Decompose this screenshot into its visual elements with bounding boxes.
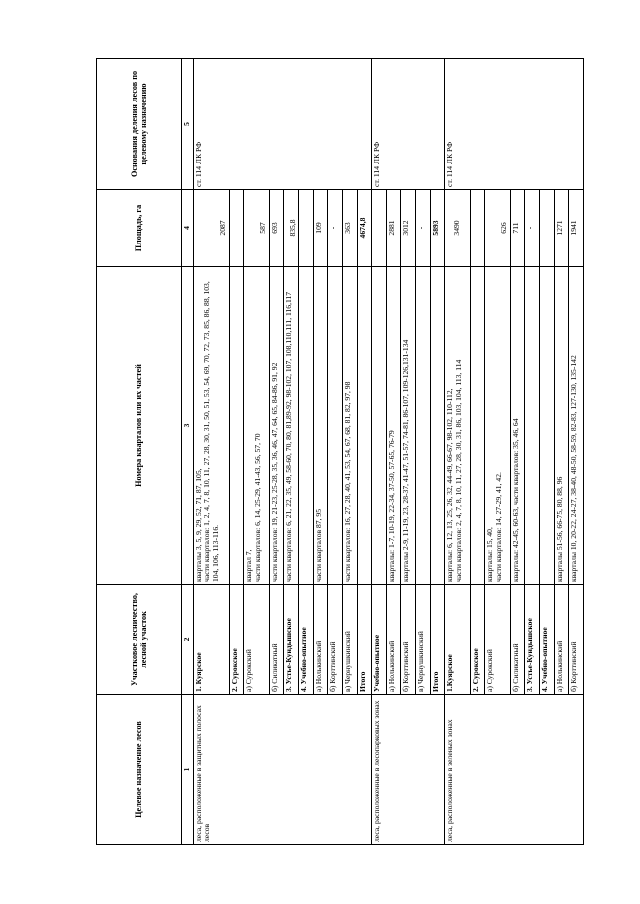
forestry-cell: 3. Устье-Кундышское (284, 585, 299, 695)
area-cell (229, 190, 244, 267)
rotated-table-wrapper (96, 59, 584, 845)
basis-cell: ст. 114 ЛК РФ (372, 59, 445, 190)
forestry-cell: в) Чернушкинский (416, 585, 431, 695)
forestry-cell: б) Силикатный (510, 585, 525, 695)
quarters-cell (229, 267, 244, 585)
area-cell: 109 (313, 190, 328, 267)
quarters-cell (430, 267, 445, 585)
forestry-cell: Итого (357, 585, 372, 695)
quarters-cell: кварталы: 1-7, 10-19, 22-34, 37-50, 57-65, 76-79 (386, 267, 401, 585)
quarters-cell (470, 267, 485, 585)
quarters-cell (416, 267, 431, 585)
basis-cell: ст. 114 ЛК РФ (445, 59, 584, 190)
area-cell: 587 (244, 190, 269, 267)
quarters-cell (328, 267, 343, 585)
table-row (193, 59, 229, 845)
area-cell (299, 190, 314, 267)
table-row (445, 59, 470, 845)
area-cell: - (328, 190, 343, 267)
forestry-cell: 2. Сурокское (229, 585, 244, 695)
forestry-cell: а) Нолькинский (313, 585, 328, 695)
forestry-cell: 2. Сурокское (470, 585, 485, 695)
area-cell: 3490 (445, 190, 470, 267)
area-cell: - (525, 190, 540, 267)
forestry-cell: б) Корттинский (569, 585, 584, 695)
quarters-cell: кварталы: 42-45, 60-63, части кварталов: 35, 46, 64 (510, 267, 525, 585)
area-cell: 835,8 (284, 190, 299, 267)
forestry-cell: б) Корттинский (328, 585, 343, 695)
header-quarters: Номера кварталов или их частей (97, 267, 182, 585)
area-cell: - (416, 190, 431, 267)
forestry-cell: б) Силикатный (269, 585, 284, 695)
forest-purpose-table (96, 58, 584, 845)
area-cell (372, 190, 387, 267)
quarters-cell: части кварталов: 19, 21-23, 25-28, 35, 36, 46, 47, 64, 65, 84-86, 91, 92 (269, 267, 284, 585)
col-number: 5 (182, 59, 194, 190)
quarters-cell: части кварталов: 16, 27, 28, 40, 41, 53, 54, 67, 68, 81, 82, 97, 98 (342, 267, 357, 585)
forestry-cell: в) Чернушкинский (342, 585, 357, 695)
forestry-cell: 3. Устье-Кундышское (525, 585, 540, 695)
quarters-cell: кварталы 2-9, 11-19, 23, 28-37, 41-47, 51-57, 74-81, 86-107, 109-126,131-134 (401, 267, 416, 585)
header-area: Площадь, га (97, 190, 182, 267)
area-total-cell: 5893 (430, 190, 445, 267)
forestry-cell: а) Нолькинский (386, 585, 401, 695)
forestry-cell: 1.Куярское (445, 585, 470, 695)
area-cell: 626 (485, 190, 510, 267)
area-cell: 1941 (569, 190, 584, 267)
area-cell: 2881 (386, 190, 401, 267)
forestry-cell: а) Сурокский (485, 585, 510, 695)
forestry-cell: Итого (430, 585, 445, 695)
quarters-cell: кварталы 3, 5, 9, 29, 52, 71, 87, 105, части кварталов: 1, 2, 4, 7, 8, 10, 11, 27, 28, 30, 31, 50, 51, 53, 54, 69, 70, 72, 73, 85, 86, 88, 103, 104, 106, 113-116. (193, 267, 229, 585)
area-cell: 3012 (401, 190, 416, 267)
basis-cell: ст. 114 ЛК РФ (193, 59, 372, 190)
area-cell: 711 (510, 190, 525, 267)
col-number: 4 (182, 190, 194, 267)
forestry-cell: а) Нолькинский (554, 585, 569, 695)
col-number: 2 (182, 585, 194, 695)
purpose-cell: леса, расположенные в лесопарковых зонах (372, 695, 445, 845)
quarters-cell: кварталы 10, 20-22, 24-27, 38-40, 48-50, 58-59, 82-83, 127-130, 135-142 (569, 267, 584, 585)
purpose-cell: леса, расположенные в защитных полосах лесов (193, 695, 372, 845)
quarters-cell (357, 267, 372, 585)
quarters-cell: части кварталов: 6, 21, 22, 35, 49, 58-60, 70, 80, 81,89-92, 98-102, 107, 108,110,111, 116,117 (284, 267, 299, 585)
area-cell: 2087 (193, 190, 229, 267)
forestry-cell: а) Сурокский (244, 585, 269, 695)
forestry-cell: б) Корттинский (401, 585, 416, 695)
header-forestry: Участковое лесничество, лесной участок (97, 585, 182, 695)
forestry-cell: 1. Куярское (193, 585, 229, 695)
quarters-cell (540, 267, 555, 585)
table-row (372, 59, 387, 845)
forestry-cell: 4. Учебно-опытное (540, 585, 555, 695)
quarters-cell (525, 267, 540, 585)
area-cell: 363 (342, 190, 357, 267)
document-page (96, 59, 584, 845)
area-cell (470, 190, 485, 267)
quarters-cell (372, 267, 387, 585)
area-cell: 693 (269, 190, 284, 267)
column-number-row (182, 59, 194, 845)
quarters-cell: кварталы: 15, 40, части кварталов: 14, 27-29, 41, 42. (485, 267, 510, 585)
purpose-cell: леса, расположенные в зеленых зонах (445, 695, 584, 845)
forestry-cell: Учебно-опытное (372, 585, 387, 695)
quarters-cell: кварталы: 6, 12, 13, 25, 26, 32, 44-49, 66-67, 98-102, 110-112, части кварталов: 2, 4, 7, 8, 10, 11, 27, 28, 30, 31, 86, 103, 104, 113, 114 (445, 267, 470, 585)
col-number: 3 (182, 267, 194, 585)
quarters-cell: кварталы 51-56, 66-75, 80, 88, 96 (554, 267, 569, 585)
area-cell: 1271 (554, 190, 569, 267)
quarters-cell (299, 267, 314, 585)
header-basis: Основания деления лесов по целевому назначению (97, 59, 182, 190)
forestry-cell: 4. Учебно-опытное (299, 585, 314, 695)
col-number: 1 (182, 695, 194, 845)
quarters-cell: части кварталов 87, 95 (313, 267, 328, 585)
header-purpose: Целевое назначение лесов (97, 695, 182, 845)
quarters-cell: квартал 7, части кварталов: 6, 14, 25-29, 41-43, 56, 57, 70 (244, 267, 269, 585)
area-cell (540, 190, 555, 267)
table-header-row (97, 59, 182, 845)
area-total-cell: 4674,8 (357, 190, 372, 267)
